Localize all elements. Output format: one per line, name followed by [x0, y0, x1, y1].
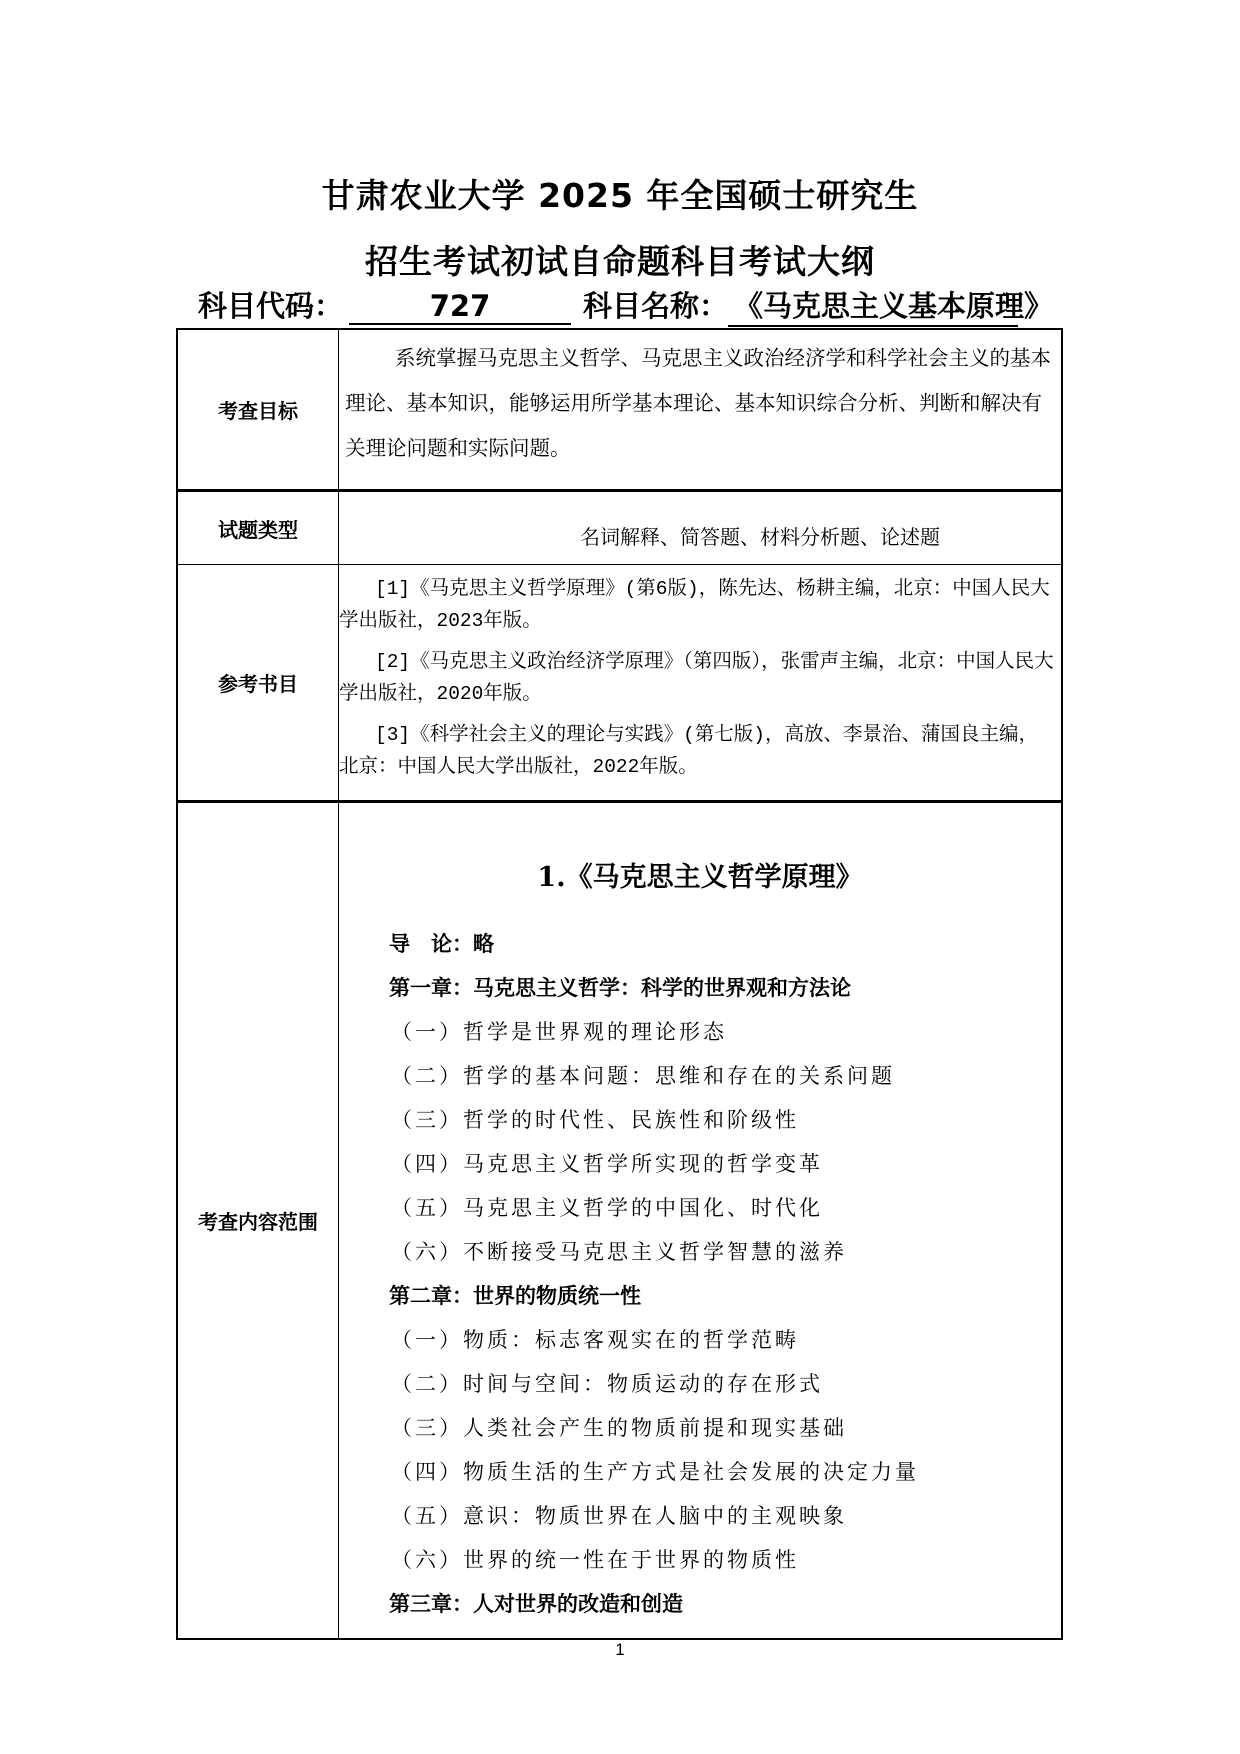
reference-item: [1]《马克思主义哲学原理》(第6版)，陈先达、杨耕主编，北京：中国人民大学出版社，2023年版。: [339, 578, 1050, 632]
syllabus-table: [176, 328, 1063, 1640]
subject-name-value: 《马克思主义基本原理》: [728, 284, 1018, 327]
subject-line: [198, 284, 1054, 327]
row-objectives: [177, 329, 1062, 491]
row-references: [177, 565, 1062, 802]
scope-book-title: 1.《马克思主义哲学原理》: [537, 862, 863, 893]
scope-label: 考查内容范围: [177, 802, 339, 1640]
chapter-heading: 第二章：世界的物质统一性: [389, 1284, 641, 1308]
page-number: 1: [615, 1640, 625, 1659]
objectives-text: 系统掌握马克思主义哲学、马克思主义政治经济学和科学社会主义的基本理论、基本知识，能够运用所学基本理论、基本知识综合分析、判断和解决有关理论问题和实际问题。: [345, 346, 1051, 460]
subject-name-label: 科目名称：: [583, 289, 729, 323]
row-scope: [177, 802, 1062, 1640]
references-label: 参考书目: [177, 565, 339, 802]
row-question-types: [177, 491, 1062, 565]
chapter-heading: 第一章：马克思主义哲学：科学的世界观和方法论: [389, 976, 851, 1000]
chapter-item: （四）马克思主义哲学所实现的哲学变革: [391, 1152, 823, 1176]
document-title-line1: 甘肃农业大学 2025 年全国硕士研究生: [321, 176, 919, 215]
reference-item: [2]《马克思主义政治经济学原理》（第四版），张雷声主编，北京：中国人民大学出版社，2020年版。: [339, 651, 1054, 705]
document-title-line2: 招生考试初试自命题科目考试大纲: [365, 242, 875, 281]
subject-code-value: 727: [349, 289, 571, 325]
chapter-heading: 第三章：人对世界的改造和创造: [389, 1592, 683, 1616]
chapter-item: （一）物质：标志客观实在的哲学范畴: [391, 1328, 799, 1352]
subject-code-label: 科目代码：: [198, 289, 344, 323]
objectives-label: 考查目标: [177, 329, 339, 491]
chapter-item: （五）马克思主义哲学的中国化、时代化: [391, 1196, 823, 1220]
chapter-item: （六）不断接受马克思主义哲学智慧的滋养: [391, 1240, 847, 1264]
scope-intro: 导 论：略: [389, 932, 494, 956]
chapter-item: （二）哲学的基本问题：思维和存在的关系问题: [391, 1064, 895, 1088]
chapter-item: （一）哲学是世界观的理论形态: [391, 1020, 727, 1044]
reference-item: [3]《科学社会主义的理论与实践》(第七版)，高放、李景治、蒲国良主编，北京：中国人民大学出版社，2022年版。: [339, 724, 1039, 778]
references-list: [339, 565, 1063, 802]
chapter-item: （三）人类社会产生的物质前提和现实基础: [391, 1416, 847, 1440]
chapter-item: （四）物质生活的生产方式是社会发展的决定力量: [391, 1460, 919, 1484]
question-types-text: 名词解释、简答题、材料分析题、论述题: [339, 491, 1063, 565]
question-types-label: 试题类型: [177, 491, 339, 565]
chapter-item: （五）意识：物质世界在人脑中的主观映象: [391, 1504, 847, 1528]
objectives-text-cell: [339, 329, 1063, 491]
chapter-item: （二）时间与空间：物质运动的存在形式: [391, 1372, 823, 1396]
chapter-item: （三）哲学的时代性、民族性和阶级性: [391, 1108, 799, 1132]
chapter-item: （六）世界的统一性在于世界的物质性: [391, 1548, 799, 1572]
scope-content: [339, 802, 1063, 1640]
